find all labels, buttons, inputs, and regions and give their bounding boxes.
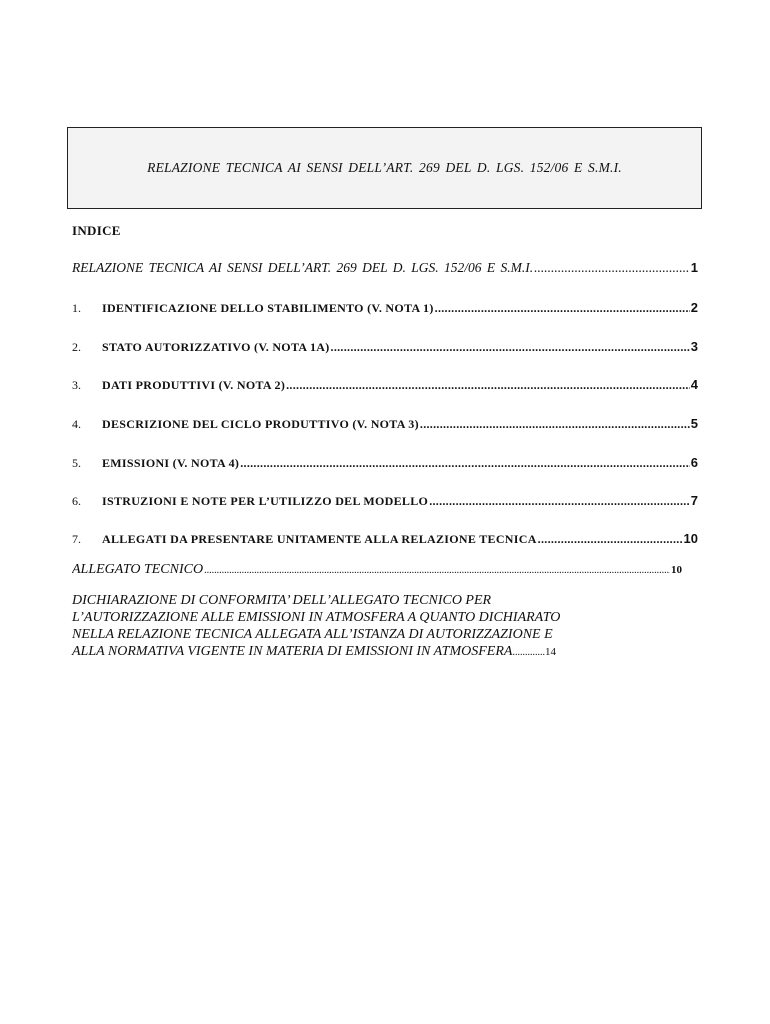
toc-entry-page: 1	[690, 260, 698, 275]
toc-entry-page: 14	[544, 646, 556, 658]
toc-entry-page: 6	[690, 455, 698, 470]
toc-entry-label: RELAZIONE TECNICA AI SENSI DELL’ART. 269 DEL D. LGS. 152/06 E S.M.I.	[72, 260, 534, 275]
toc-leader	[538, 532, 683, 547]
toc-entry-page: 3	[690, 339, 698, 354]
dichiarazione-line: NELLA RELAZIONE TECNICA ALLEGATA ALL’ISTANZA DI AUTORIZZAZIONE E	[72, 627, 553, 642]
toc-leader	[420, 417, 690, 432]
index-heading: INDICE	[72, 223, 121, 238]
toc-entry-page: 2	[690, 300, 698, 315]
toc-entry-main[interactable]	[72, 260, 698, 276]
toc-entry-section[interactable]	[72, 300, 698, 316]
toc-entry-number: 4.	[72, 417, 81, 431]
toc-entry-label: ALLEGATO TECNICO	[72, 562, 204, 577]
toc-leader	[534, 260, 690, 276]
toc-entry-number: 7.	[72, 532, 81, 546]
dichiarazione-line: ALLA NORMATIVA VIGENTE IN MATERIA DI EMISSIONI IN ATMOSFERA	[72, 644, 513, 659]
toc-leader	[435, 301, 690, 316]
toc-entry-number: 1.	[72, 301, 81, 315]
toc-entry-page: 4	[690, 377, 698, 392]
toc-entry-section[interactable]	[72, 416, 698, 432]
toc-leader	[331, 340, 690, 355]
toc-entry-section[interactable]	[72, 493, 698, 509]
toc-entry-label: IDENTIFICAZIONE DELLO STABILIMENTO (V. NOTA 1)	[102, 301, 434, 315]
toc-leader	[286, 378, 690, 393]
toc-entry-label: DESCRIZIONE DEL CICLO PRODUTTIVO (V. NOTA 3)	[102, 417, 419, 431]
toc-entry-allegato[interactable]	[72, 562, 682, 578]
toc-entry-page: 10	[683, 531, 698, 546]
toc-entry-number: 2.	[72, 340, 81, 354]
toc-entry-section[interactable]	[72, 531, 698, 547]
toc-entry-section[interactable]	[72, 455, 698, 471]
toc-leader: .............	[512, 647, 545, 658]
toc-leader	[429, 494, 690, 509]
toc-entry-section[interactable]	[72, 377, 698, 393]
toc-entry-number: 6.	[72, 494, 81, 508]
toc-entry-label: EMISSIONI (V. NOTA 4)	[102, 456, 240, 470]
toc-entry-label: ALLEGATI DA PRESENTARE UNITAMENTE ALLA RELAZIONE TECNICA	[102, 532, 537, 546]
toc-leader	[204, 565, 670, 576]
dichiarazione-line: L’AUTORIZZAZIONE ALLE EMISSIONI IN ATMOSFERA A QUANTO DICHIARATO	[72, 610, 561, 625]
document-title-box	[67, 127, 702, 209]
toc-entry-section[interactable]	[72, 339, 698, 355]
toc-entry-page: 7	[690, 493, 698, 508]
toc-entry-page: 10	[671, 564, 682, 576]
dichiarazione-last-line	[72, 643, 702, 661]
document-title: RELAZIONE TECNICA AI SENSI DELL’ART. 269 DEL D. LGS. 152/06 E S.M.I.	[147, 160, 622, 175]
toc-entry-page: 5	[690, 416, 698, 431]
toc-entry-dichiarazione[interactable]	[72, 592, 702, 661]
toc-entry-label: STATO AUTORIZZATIVO (V. NOTA 1A)	[102, 340, 330, 354]
toc-entry-label: ISTRUZIONI E NOTE PER L’UTILIZZO DEL MODELLO	[102, 494, 429, 508]
toc-leader	[240, 456, 690, 471]
toc-entry-label: DATI PRODUTTIVI (V. NOTA 2)	[102, 378, 286, 392]
toc-entry-number: 5.	[72, 456, 81, 470]
dichiarazione-line: DICHIARAZIONE DI CONFORMITA’ DELL’ALLEGATO TECNICO PER	[72, 593, 492, 608]
toc-entry-number: 3.	[72, 378, 81, 392]
